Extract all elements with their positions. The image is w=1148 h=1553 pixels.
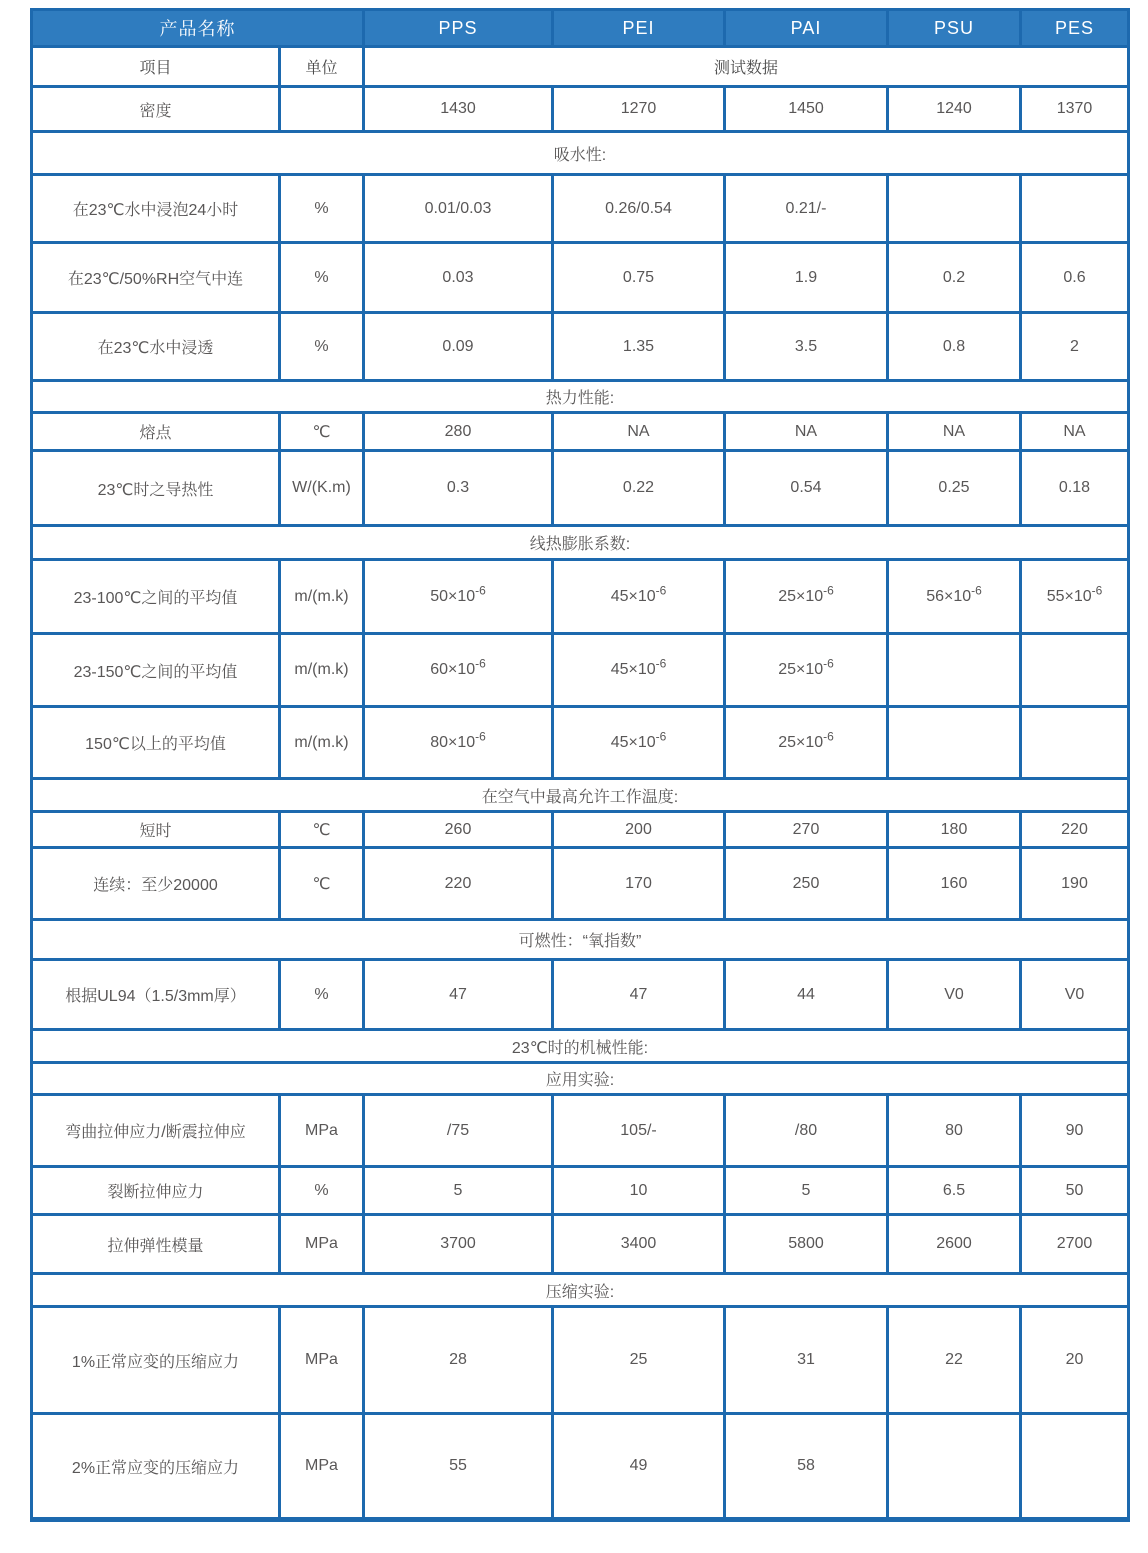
value-cell xyxy=(1021,1414,1129,1520)
row-label-cell: 弯曲拉伸应力/断震拉伸应 xyxy=(32,1095,280,1167)
value-cell: 1240 xyxy=(888,87,1021,132)
value-cell: 0.22 xyxy=(553,451,725,526)
value-cell: 49 xyxy=(553,1414,725,1520)
unit-cell: MPa xyxy=(280,1307,364,1414)
value-cell xyxy=(888,1414,1021,1520)
value-cell: 190 xyxy=(1021,848,1129,920)
value-cell: 90 xyxy=(1021,1095,1129,1167)
table-body xyxy=(32,87,1129,1520)
value-cell: V0 xyxy=(1021,960,1129,1030)
column-header-psu: PSU xyxy=(888,10,1021,47)
table-row xyxy=(32,707,1129,779)
value-cell: $25\times 10^{-6}$ xyxy=(725,707,888,779)
value-cell: 1370 xyxy=(1021,87,1129,132)
value-cell: 2700 xyxy=(1021,1215,1129,1274)
value-cell: 0.18 xyxy=(1021,451,1129,526)
value-cell xyxy=(1021,175,1129,243)
value-cell: 2 xyxy=(1021,313,1129,381)
value-cell: 0.01/0.03 xyxy=(364,175,553,243)
item-label-cell: 项目 xyxy=(32,47,280,87)
value-cell: 0.03 xyxy=(364,243,553,313)
value-cell: $45\times 10^{-6}$ xyxy=(553,560,725,634)
value-cell: 44 xyxy=(725,960,888,1030)
row-label-cell: 拉伸弹性模量 xyxy=(32,1215,280,1274)
value-cell: NA xyxy=(725,413,888,451)
value-cell: 10 xyxy=(553,1167,725,1215)
unit-cell xyxy=(280,87,364,132)
value-cell: 0.2 xyxy=(888,243,1021,313)
value-cell: 58 xyxy=(725,1414,888,1520)
value-cell: 0.26/0.54 xyxy=(553,175,725,243)
table-row xyxy=(32,451,1129,526)
value-cell: 1430 xyxy=(364,87,553,132)
value-cell: 1270 xyxy=(553,87,725,132)
table-row xyxy=(32,848,1129,920)
test-data-label-cell: 测试数据 xyxy=(364,47,1129,87)
value-cell: 0.21/- xyxy=(725,175,888,243)
section-label: 热力性能: xyxy=(32,381,1129,413)
value-cell xyxy=(888,634,1021,707)
value-cell: NA xyxy=(888,413,1021,451)
table-subheader-row xyxy=(32,47,1129,87)
value-cell: 1450 xyxy=(725,87,888,132)
unit-cell: % xyxy=(280,960,364,1030)
unit-cell: % xyxy=(280,243,364,313)
table-row xyxy=(32,812,1129,848)
unit-cell: MPa xyxy=(280,1414,364,1520)
table-row xyxy=(32,175,1129,243)
value-cell xyxy=(1021,634,1129,707)
section-label: 可燃性：“氧指数” xyxy=(32,920,1129,960)
value-cell: 20 xyxy=(1021,1307,1129,1414)
value-cell: $25\times 10^{-6}$ xyxy=(725,560,888,634)
value-cell: $60\times 10^{-6}$ xyxy=(364,634,553,707)
value-cell: $80\times 10^{-6}$ xyxy=(364,707,553,779)
value-cell: 0.54 xyxy=(725,451,888,526)
section-label: 在空气中最高允许工作温度: xyxy=(32,779,1129,812)
value-cell: 105/- xyxy=(553,1095,725,1167)
unit-cell: m/(m.k) xyxy=(280,560,364,634)
unit-cell: MPa xyxy=(280,1215,364,1274)
value-cell: 47 xyxy=(553,960,725,1030)
row-label-cell: 在23℃水中浸泡24小时 xyxy=(32,175,280,243)
section-row xyxy=(32,1063,1129,1095)
section-row xyxy=(32,779,1129,812)
table-row xyxy=(32,1167,1129,1215)
table-row xyxy=(32,1414,1129,1520)
section-row xyxy=(32,920,1129,960)
value-cell: 170 xyxy=(553,848,725,920)
value-cell: 220 xyxy=(364,848,553,920)
table-header-row xyxy=(32,10,1129,47)
value-cell: 260 xyxy=(364,812,553,848)
value-cell: NA xyxy=(553,413,725,451)
value-cell: 1.9 xyxy=(725,243,888,313)
row-label-cell: 熔点 xyxy=(32,413,280,451)
unit-label-cell: 单位 xyxy=(280,47,364,87)
value-cell: 25 xyxy=(553,1307,725,1414)
value-cell: V0 xyxy=(888,960,1021,1030)
value-cell: NA xyxy=(1021,413,1129,451)
section-label: 线热膨胀系数: xyxy=(32,526,1129,560)
table-row xyxy=(32,313,1129,381)
unit-cell: W/(K.m) xyxy=(280,451,364,526)
unit-cell: m/(m.k) xyxy=(280,634,364,707)
value-cell xyxy=(888,707,1021,779)
value-cell: 0.09 xyxy=(364,313,553,381)
column-header-pps: PPS xyxy=(364,10,553,47)
unit-cell: ℃ xyxy=(280,812,364,848)
value-cell: 250 xyxy=(725,848,888,920)
value-cell: $55\times 10^{-6}$ xyxy=(1021,560,1129,634)
value-cell: 1.35 xyxy=(553,313,725,381)
section-row xyxy=(32,1030,1129,1063)
row-label-cell: 150℃以上的平均值 xyxy=(32,707,280,779)
value-cell: 47 xyxy=(364,960,553,1030)
row-label-cell: 23-100℃之间的平均值 xyxy=(32,560,280,634)
value-cell: 5 xyxy=(725,1167,888,1215)
value-cell: 6.5 xyxy=(888,1167,1021,1215)
row-label-cell: 在23℃/50%RH空气中连 xyxy=(32,243,280,313)
value-cell: 80 xyxy=(888,1095,1021,1167)
unit-cell: % xyxy=(280,313,364,381)
value-cell: 50 xyxy=(1021,1167,1129,1215)
value-cell: /80 xyxy=(725,1095,888,1167)
table-row xyxy=(32,960,1129,1030)
unit-cell: ℃ xyxy=(280,413,364,451)
table-row xyxy=(32,87,1129,132)
value-cell: 55 xyxy=(364,1414,553,1520)
row-label-cell: 2%正常应变的压缩应力 xyxy=(32,1414,280,1520)
value-cell: 200 xyxy=(553,812,725,848)
row-label-cell: 在23℃水中浸透 xyxy=(32,313,280,381)
section-label: 吸水性: xyxy=(32,132,1129,175)
table-row xyxy=(32,1307,1129,1414)
value-cell: 0.3 xyxy=(364,451,553,526)
value-cell: $50\times 10^{-6}$ xyxy=(364,560,553,634)
value-cell: 5800 xyxy=(725,1215,888,1274)
value-cell: 270 xyxy=(725,812,888,848)
row-label-cell: 密度 xyxy=(32,87,280,132)
value-cell: 5 xyxy=(364,1167,553,1215)
value-cell: 3400 xyxy=(553,1215,725,1274)
value-cell: 220 xyxy=(1021,812,1129,848)
value-cell: 2600 xyxy=(888,1215,1021,1274)
row-label-cell: 连续：至少20000 xyxy=(32,848,280,920)
column-header-pai: PAI xyxy=(725,10,888,47)
value-cell: $45\times 10^{-6}$ xyxy=(553,634,725,707)
unit-cell: ℃ xyxy=(280,848,364,920)
section-label: 应用实验: xyxy=(32,1063,1129,1095)
value-cell: $25\times 10^{-6}$ xyxy=(725,634,888,707)
column-header-pes: PES xyxy=(1021,10,1129,47)
table-row xyxy=(32,560,1129,634)
value-cell: 31 xyxy=(725,1307,888,1414)
value-cell xyxy=(1021,707,1129,779)
value-cell: 0.75 xyxy=(553,243,725,313)
row-label-cell: 23℃时之导热性 xyxy=(32,451,280,526)
value-cell: 22 xyxy=(888,1307,1021,1414)
value-cell xyxy=(888,175,1021,243)
row-label-cell: 23-150℃之间的平均值 xyxy=(32,634,280,707)
section-row xyxy=(32,381,1129,413)
value-cell: /75 xyxy=(364,1095,553,1167)
value-cell: 180 xyxy=(888,812,1021,848)
unit-cell: m/(m.k) xyxy=(280,707,364,779)
table-row xyxy=(32,634,1129,707)
row-label-cell: 短时 xyxy=(32,812,280,848)
table-row xyxy=(32,1215,1129,1274)
section-label: 压缩实验: xyxy=(32,1274,1129,1307)
value-cell: $56\times 10^{-6}$ xyxy=(888,560,1021,634)
value-cell: 0.8 xyxy=(888,313,1021,381)
section-row xyxy=(32,1274,1129,1307)
table-row xyxy=(32,1095,1129,1167)
unit-cell: % xyxy=(280,1167,364,1215)
value-cell: 3700 xyxy=(364,1215,553,1274)
row-label-cell: 1%正常应变的压缩应力 xyxy=(32,1307,280,1414)
value-cell: 280 xyxy=(364,413,553,451)
value-cell: 0.25 xyxy=(888,451,1021,526)
unit-cell: % xyxy=(280,175,364,243)
section-row xyxy=(32,132,1129,175)
product-spec-table xyxy=(30,8,1130,1522)
row-label-cell: 根据UL94（1.5/3mm厚） xyxy=(32,960,280,1030)
value-cell: 0.6 xyxy=(1021,243,1129,313)
table-row xyxy=(32,243,1129,313)
value-cell: 3.5 xyxy=(725,313,888,381)
value-cell: $45\times 10^{-6}$ xyxy=(553,707,725,779)
product-name-header: 产品名称 xyxy=(32,10,364,47)
section-label: 23℃时的机械性能: xyxy=(32,1030,1129,1063)
value-cell: 28 xyxy=(364,1307,553,1414)
row-label-cell: 裂断拉伸应力 xyxy=(32,1167,280,1215)
section-row xyxy=(32,526,1129,560)
value-cell: 160 xyxy=(888,848,1021,920)
column-header-pei: PEI xyxy=(553,10,725,47)
unit-cell: MPa xyxy=(280,1095,364,1167)
table-row xyxy=(32,413,1129,451)
